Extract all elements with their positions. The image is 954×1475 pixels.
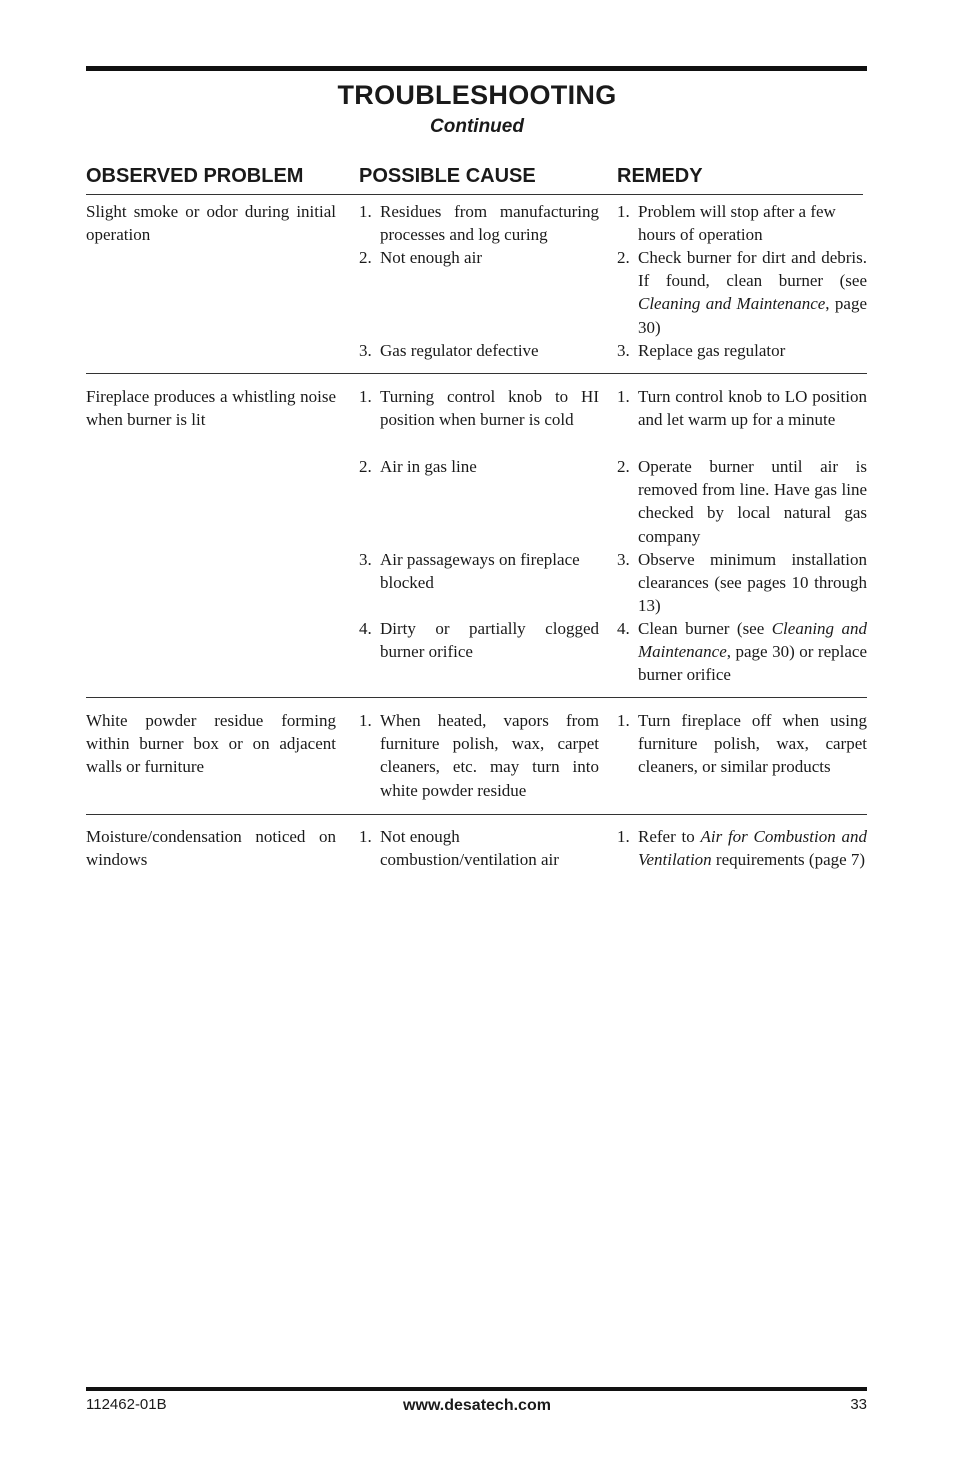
row-divider xyxy=(86,814,867,815)
remedy xyxy=(617,455,867,548)
remedy-number: 2. xyxy=(617,248,630,267)
cause-number: 2. xyxy=(359,248,372,267)
remedy-number: 3. xyxy=(617,550,630,569)
remedy xyxy=(617,617,867,687)
remedy xyxy=(617,385,867,431)
possible-cause xyxy=(359,617,599,663)
remedy xyxy=(617,709,867,779)
remedy-text: Observe minimum installation clearances (see pages 10 through 13) xyxy=(638,550,867,616)
remedy-text-part: Clean burner (see xyxy=(638,619,772,638)
cause-text: When heated, vapors from furniture polish, wax, carpet cleaners, etc. may turn into white powder residue xyxy=(380,711,599,800)
cause-number: 1. xyxy=(359,202,372,221)
column-header-observed-problem: OBSERVED PROBLEM xyxy=(86,165,304,187)
observed-problem: Fireplace produces a whistling noise when burner is lit xyxy=(86,387,336,430)
possible-cause xyxy=(359,246,599,269)
remedy xyxy=(617,246,867,339)
remedy-text xyxy=(638,246,867,339)
remedy-text: Operate burner until air is removed from line. Have gas line checked by local natural gas company xyxy=(638,457,867,546)
remedy-number: 2. xyxy=(617,457,630,476)
remedy-text-part: Refer to xyxy=(638,827,701,846)
cause-number: 3. xyxy=(359,550,372,569)
remedy-text xyxy=(638,825,867,871)
remedy-text-part: , page 30) or replace burner orifice xyxy=(638,642,867,685)
cause-text: Air in gas line xyxy=(380,457,477,476)
column-header-remedy: REMEDY xyxy=(617,165,703,187)
possible-cause xyxy=(359,455,599,478)
possible-cause xyxy=(359,385,599,431)
remedy xyxy=(617,200,867,246)
remedy-text: Replace gas regulator xyxy=(638,341,786,360)
possible-cause xyxy=(359,709,599,802)
remedy-text: Turn control knob to LO position and let warm up for a minute xyxy=(638,387,867,430)
cause-text: Not enough combustion/ventilation air xyxy=(380,827,559,870)
cause-number: 2. xyxy=(359,457,372,476)
remedy xyxy=(617,339,867,362)
remedy-number: 1. xyxy=(617,711,630,730)
page-title: TROUBLESHOOTING xyxy=(337,80,617,110)
remedy-number: 3. xyxy=(617,341,630,360)
cause-number: 3. xyxy=(359,341,372,360)
cause-text: Gas regulator defective xyxy=(380,341,539,360)
top-rule xyxy=(86,66,867,71)
cause-number: 1. xyxy=(359,827,372,846)
manual-section-reference: Cleaning and Maintenance xyxy=(638,619,867,662)
possible-cause xyxy=(359,548,599,594)
page-number: 33 xyxy=(850,1396,867,1413)
manual-section-reference: Cleaning and Maintenance xyxy=(638,294,826,314)
possible-cause xyxy=(359,339,599,362)
header-rule xyxy=(86,194,863,195)
remedy xyxy=(617,548,867,618)
cause-text: Residues from manufacturing processes and log curing xyxy=(380,202,599,245)
observed-problem: Moisture/condensation noticed on windows xyxy=(86,827,336,870)
remedy-text-part: requirements (page 7) xyxy=(711,850,866,870)
remedy-number: 1. xyxy=(617,202,630,221)
website-url: www.desatech.com xyxy=(403,1397,551,1414)
cause-text: Turning control knob to HI position when burner is cold xyxy=(380,387,599,430)
column-header-possible-cause: POSSIBLE CAUSE xyxy=(359,165,536,187)
remedy-number: 1. xyxy=(617,827,630,846)
remedy xyxy=(617,825,867,871)
remedy-text xyxy=(638,617,867,687)
cause-number: 4. xyxy=(359,619,372,638)
observed-problem: Slight smoke or odor during initial operation xyxy=(86,202,336,245)
cause-text: Air passageways on fireplace blocked xyxy=(380,550,580,593)
cause-text: Not enough air xyxy=(380,248,482,267)
possible-cause xyxy=(359,825,599,871)
remedy-number: 4. xyxy=(617,619,630,638)
remedy-text: Turn fireplace off when using furniture polish, wax, carpet cleaners, or similar products xyxy=(638,711,867,777)
row-divider xyxy=(86,697,867,698)
remedy-text-part: , page 30) xyxy=(638,294,867,337)
cause-text: Dirty or partially clogged burner orifice xyxy=(380,619,599,662)
manual-section-reference: Air for Combustion and Ventilation xyxy=(638,827,867,870)
remedy-text: Problem will stop after a few hours of operation xyxy=(638,202,836,245)
cause-number: 1. xyxy=(359,387,372,406)
page-subtitle: Continued xyxy=(430,116,524,137)
row-divider xyxy=(86,373,867,374)
cause-number: 1. xyxy=(359,711,372,730)
remedy-text-part: Check burner for dirt and debris. If found, clean burner (see xyxy=(638,248,867,291)
remedy-number: 1. xyxy=(617,387,630,406)
footer-rule xyxy=(86,1387,867,1391)
document-number: 112462-01B xyxy=(86,1396,167,1413)
observed-problem: White powder residue forming within burner box or on adjacent walls or furniture xyxy=(86,711,336,777)
possible-cause xyxy=(359,200,599,246)
